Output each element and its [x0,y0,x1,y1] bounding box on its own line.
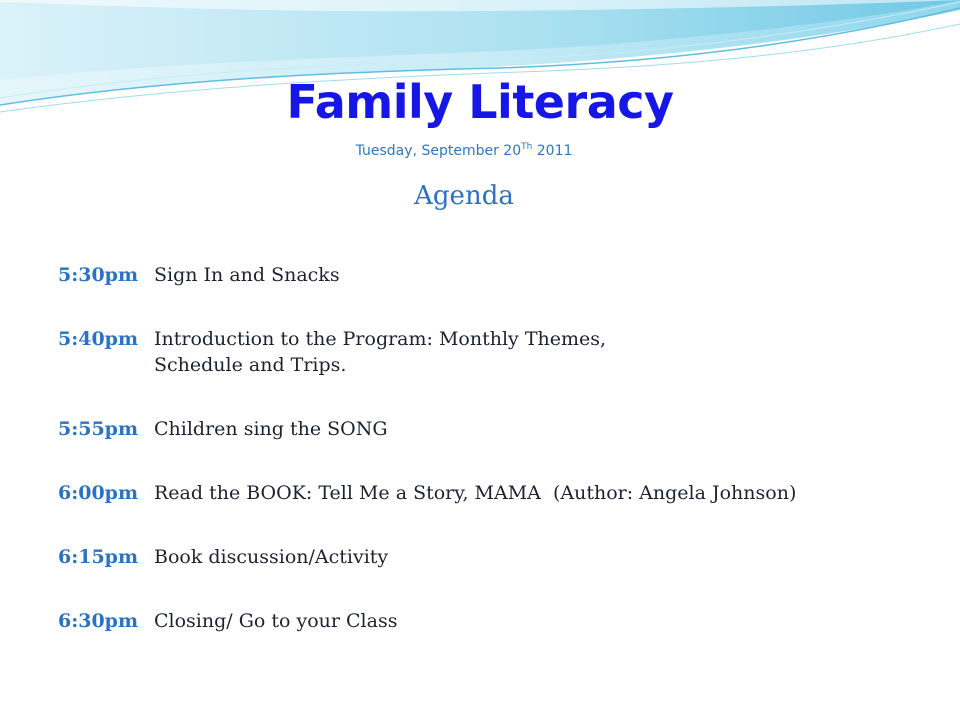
event-date [0,141,928,161]
agenda-time: 6:30pm [58,610,139,632]
agenda-description-line-1: Introduction to the Program: Monthly Themes, [154,328,607,350]
agenda-description: Children sing the SONG [154,418,388,440]
agenda-description: Read the BOOK: Tell Me a Story, MAMA (Author: Angela Johnson) [154,482,797,504]
agenda-time: 5:30pm [58,264,139,286]
page-title: Family Literacy [286,75,674,129]
agenda-description: Book discussion/Activity [154,546,389,568]
agenda-description: Sign In and Snacks [154,264,340,286]
agenda-description-line-2: Schedule and Trips. [154,354,347,376]
event-date-suffix: Th [521,142,533,152]
agenda-time: 5:55pm [58,418,139,440]
agenda-heading: Agenda [414,181,514,211]
agenda-time: 6:15pm [58,546,139,568]
agenda-time: 5:40pm [58,328,139,350]
agenda-time: 6:00pm [58,482,139,504]
event-date-year: 2011 [532,143,573,159]
event-date-main: Tuesday, September 20 [355,143,522,159]
agenda-description [154,326,914,378]
agenda-description: Closing/ Go to your Class [154,610,398,632]
